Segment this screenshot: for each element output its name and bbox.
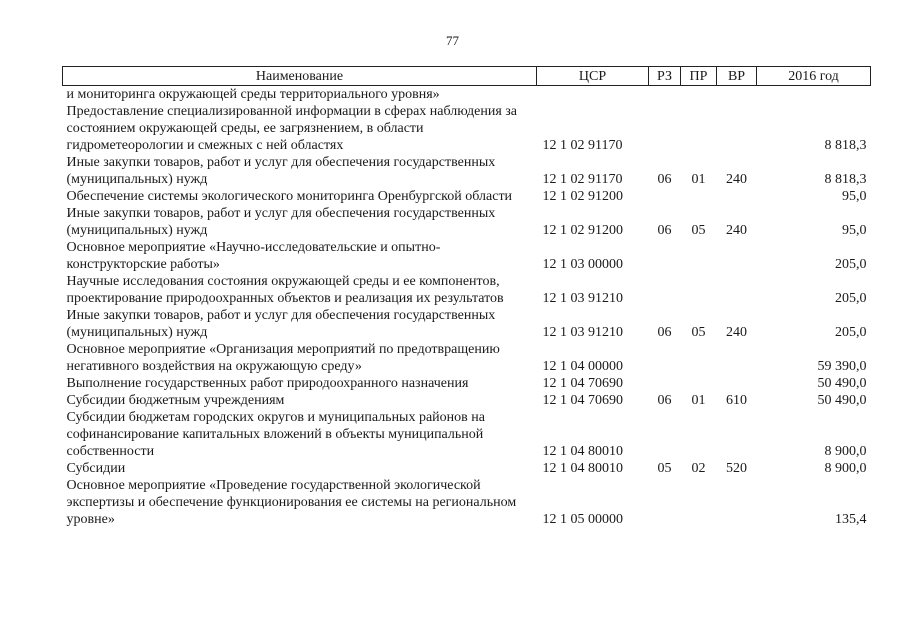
row-pr: 02 xyxy=(691,461,706,476)
row-rz: 06 xyxy=(657,172,672,187)
row-rz xyxy=(649,239,681,273)
table-row xyxy=(63,477,871,528)
row-vr xyxy=(717,409,757,460)
row-name: Субсидии бюджетным учреждениям xyxy=(66,393,285,408)
table-row xyxy=(63,86,871,104)
row-csr: 12 1 04 00000 xyxy=(542,359,623,374)
row-name: Иные закупки товаров, работ и услуг для обеспечения государственных (муниципальных) нужд xyxy=(66,308,496,340)
row-rz xyxy=(649,375,681,392)
column-header-pr: ПР xyxy=(681,67,717,86)
row-name: Основное мероприятие «Научно-исследовательские и опытно-конструкторские работы» xyxy=(66,240,441,272)
table-row xyxy=(63,154,871,188)
row-vr xyxy=(717,239,757,273)
column-header-name: Наименование xyxy=(63,67,537,86)
row-pr xyxy=(681,86,717,104)
row-rz: 06 xyxy=(657,325,672,340)
row-csr: 12 1 02 91170 xyxy=(542,138,623,153)
table-row xyxy=(63,409,871,460)
row-amount: 50 490,0 xyxy=(817,376,867,391)
row-vr xyxy=(717,103,757,154)
row-vr: 240 xyxy=(726,325,747,340)
table-row xyxy=(63,375,871,392)
row-csr: 12 1 03 91210 xyxy=(542,325,623,340)
table-row xyxy=(63,103,871,154)
row-vr: 520 xyxy=(726,461,747,476)
row-pr xyxy=(681,341,717,375)
table-row xyxy=(63,392,871,409)
row-vr: 610 xyxy=(726,393,747,408)
row-csr: 12 1 03 00000 xyxy=(542,257,623,272)
row-csr: 12 1 04 70690 xyxy=(542,393,623,408)
row-name: и мониторинга окружающей среды территориального уровня» xyxy=(66,87,440,102)
row-rz: 06 xyxy=(657,223,672,238)
row-rz xyxy=(649,409,681,460)
column-header-year: 2016 год xyxy=(757,67,871,86)
row-pr xyxy=(681,375,717,392)
row-amount: 135,4 xyxy=(835,512,867,527)
table-row xyxy=(63,239,871,273)
row-amount: 95,0 xyxy=(842,223,867,238)
row-name: Субсидии xyxy=(66,461,126,476)
row-amount: 59 390,0 xyxy=(817,359,867,374)
row-rz xyxy=(649,273,681,307)
row-pr xyxy=(681,239,717,273)
row-csr: 12 1 02 91200 xyxy=(542,189,623,204)
row-name: Субсидии бюджетам городских округов и муниципальных районов на софинансирование капитальных вложений в объекты муниципальной собственности xyxy=(66,410,485,459)
table-row xyxy=(63,307,871,341)
row-csr: 12 1 02 91200 xyxy=(542,223,623,238)
row-vr xyxy=(717,188,757,205)
row-vr xyxy=(717,375,757,392)
row-csr xyxy=(537,86,649,104)
row-rz: 05 xyxy=(657,461,672,476)
row-pr: 01 xyxy=(691,172,706,187)
table-body xyxy=(63,86,871,529)
row-vr: 240 xyxy=(726,223,747,238)
row-amount: 205,0 xyxy=(835,291,867,306)
row-rz xyxy=(649,477,681,528)
row-amount xyxy=(757,86,871,104)
row-amount: 50 490,0 xyxy=(817,393,867,408)
row-vr xyxy=(717,341,757,375)
row-csr: 12 1 05 00000 xyxy=(542,512,623,527)
row-amount: 8 818,3 xyxy=(824,172,867,187)
row-name: Выполнение государственных работ природоохранного назначения xyxy=(66,376,469,391)
row-name: Основное мероприятие «Проведение государственной экологической экспертизы и обеспечение функционирования ее системы на региональном уровне» xyxy=(66,478,517,527)
row-rz xyxy=(649,103,681,154)
table-row xyxy=(63,341,871,375)
row-csr: 12 1 04 80010 xyxy=(542,461,623,476)
row-amount: 205,0 xyxy=(835,325,867,340)
row-vr xyxy=(717,477,757,528)
table-row xyxy=(63,460,871,477)
row-pr: 05 xyxy=(691,223,706,238)
table-row xyxy=(63,205,871,239)
table-row xyxy=(63,188,871,205)
row-pr xyxy=(681,409,717,460)
column-header-vr: ВР xyxy=(717,67,757,86)
row-rz: 06 xyxy=(657,393,672,408)
budget-table xyxy=(62,66,871,528)
row-name: Предоставление специализированной информации в сферах наблюдения за состоянием окружающей среды, ее загрязнением, в области гидрометеорологии и смежных с ней областях xyxy=(66,104,518,153)
row-name: Научные исследования состояния окружающей среды и ее компонентов, проектирование природоохранных объектов и реализация их результатов xyxy=(66,274,504,306)
row-name: Основное мероприятие «Организация мероприятий по предотвращению негативного воздействия на окружающую среду» xyxy=(66,342,500,374)
row-vr xyxy=(717,86,757,104)
row-csr: 12 1 03 91210 xyxy=(542,291,623,306)
row-pr xyxy=(681,273,717,307)
row-pr xyxy=(681,188,717,205)
column-header-rz: РЗ xyxy=(649,67,681,86)
row-amount: 8 900,0 xyxy=(824,461,867,476)
row-pr xyxy=(681,477,717,528)
row-vr xyxy=(717,273,757,307)
row-csr: 12 1 04 70690 xyxy=(542,376,623,391)
row-pr xyxy=(681,103,717,154)
table-row xyxy=(63,273,871,307)
row-csr: 12 1 04 80010 xyxy=(542,444,623,459)
row-rz xyxy=(649,341,681,375)
row-amount: 205,0 xyxy=(835,257,867,272)
table-header xyxy=(63,67,871,86)
row-csr: 12 1 02 91170 xyxy=(542,172,623,187)
row-vr: 240 xyxy=(726,172,747,187)
row-pr: 01 xyxy=(691,393,706,408)
row-name: Иные закупки товаров, работ и услуг для обеспечения государственных (муниципальных) нужд xyxy=(66,155,496,187)
column-header-csr: ЦСР xyxy=(537,67,649,86)
row-rz xyxy=(649,86,681,104)
row-rz xyxy=(649,188,681,205)
row-name: Иные закупки товаров, работ и услуг для обеспечения государственных (муниципальных) нужд xyxy=(66,206,496,238)
row-amount: 8 900,0 xyxy=(824,444,867,459)
page-number: 77 xyxy=(446,33,459,48)
row-pr: 05 xyxy=(691,325,706,340)
row-amount: 8 818,3 xyxy=(824,138,867,153)
row-amount: 95,0 xyxy=(842,189,867,204)
row-name: Обеспечение системы экологического мониторинга Оренбургской области xyxy=(66,189,513,204)
